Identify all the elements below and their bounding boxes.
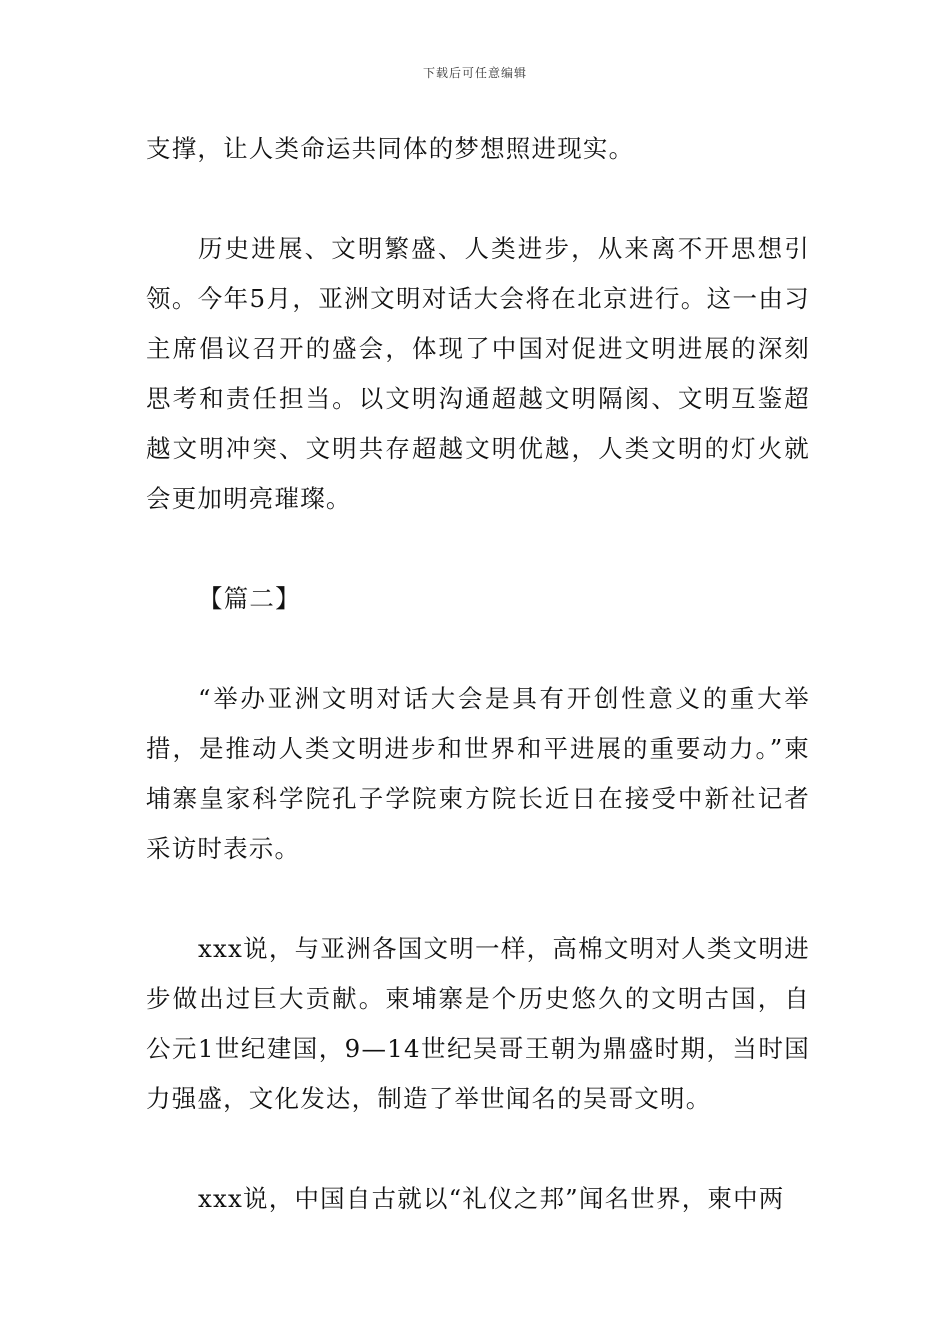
section-heading: 【篇二】 [198, 584, 301, 613]
paragraph-gap [146, 524, 810, 574]
paragraph-gap [146, 624, 810, 674]
paragraph-gap [146, 174, 810, 224]
paragraph-gap [146, 1124, 810, 1174]
paragraph-history: 历史进展、文明繁盛、人类进步，从来离不开思想引领。今年5月，亚洲文明对话大会将在北京进行。这一由习主席倡议召开的盛会，体现了中国对促进文明进展的深刻思考和责任担当。以文明沟通超越文明隔阂、文明互鉴超越文明冲突、文明共存超越文明优越，人类文明的灯火就会更加明亮璀璨。 [146, 234, 810, 513]
paragraph-continuation: 支撑，让人类命运共同体的梦想照进现实。 [146, 134, 635, 163]
document-body [146, 124, 810, 1224]
paragraph-gap [146, 874, 810, 924]
paragraph-khmer-civilization: xxx说，与亚洲各国文明一样，高棉文明对人类文明进步做出过巨大贡献。柬埔寨是个历史悠久的文明古国，自公元1世纪建国，9—14世纪吴哥王朝为鼎盛时期，当时国力强盛，文化发达，制造了举世闻名的吴哥文明。 [146, 934, 810, 1113]
paragraph-quote: “举办亚洲文明对话大会是具有开创性意义的重大举措，是推动人类文明进步和世界和平进展的重要动力。”柬埔寨皇家科学院孔子学院柬方院长近日在接受中新社记者采访时表示。 [146, 684, 810, 863]
paragraph-china-cambodia: xxx说，中国自古就以“礼仪之邦”闻名世界，柬中两 [198, 1184, 785, 1213]
page-header: 下载后可任意编辑 [422, 66, 527, 80]
